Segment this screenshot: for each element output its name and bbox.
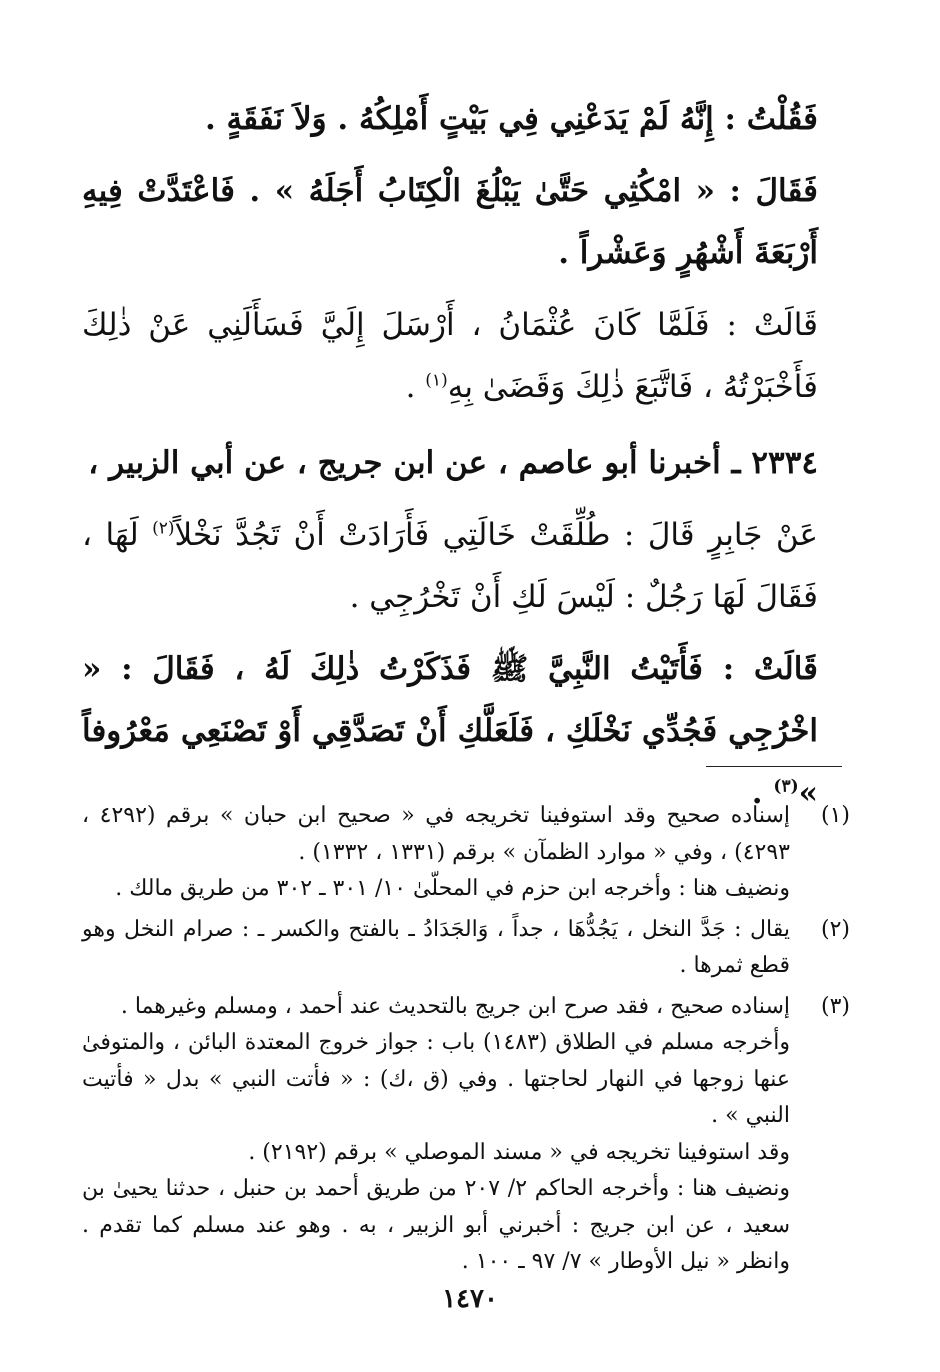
paragraph-4-text-a: عَنْ جَابِرٍ قَالَ : طُلِّقَتْ خَالَتِي فَأَرَادَتْ أَنْ تَجُدَّ نَخْلاً (174, 517, 818, 553)
footnote-line: يقال : جَدَّ النخل ، يَجُدُّهَا ، جداً ، وَالجَدَادُ ـ بالفتح والكسر ـ : صرام النخل وهو قطع ثمرها . (82, 916, 790, 978)
footnote-ref-2[interactable]: (٢) (152, 518, 175, 539)
footnotes (82, 798, 850, 1285)
footnote-number: (٢) (820, 916, 850, 942)
paragraph-5-text: قَالَتْ : فَأَتَيْتُ النَّبِيَّ ﷺ فَذَكَرْتُ ذٰلِكَ لَهُ ، فَقَالَ : « اخْرُجِي فَجُدِّي نَخْلَكِ ، فَلَعَلَّكِ أَنْ تَصَدَّقِي أَوْ تَصْنَعِي مَعْرُوفاً » (82, 651, 819, 811)
paragraph-3-text: قَالَتْ : فَلَمَّا كَانَ عُثْمَانُ ، أَرْسَلَ إِلَيَّ فَسَأَلَنِي عَنْ ذٰلِكَ فَأَخْبَرْتُهُ ، فَاتَّبَعَ ذٰلِكَ وَقَضَىٰ بِهِ (82, 307, 818, 405)
paragraph-4 (82, 504, 850, 628)
paragraph-5 (82, 638, 850, 824)
footnote-number: (٣) (820, 993, 850, 1019)
footnote-line: إسناده صحيح ، فقد صرح ابن جريج بالتحديث عند أحمد ، ومسلم وغيرهما . (120, 993, 790, 1019)
footnote-divider (706, 766, 842, 767)
main-text (82, 88, 850, 834)
footnote-2 (82, 912, 850, 985)
footnote-number: (١) (820, 803, 850, 828)
footnote-line: ونضيف هنا : وأخرجه الحاكم ٢/ ٢٠٧ من طريق أحمد بن حنبل ، حدثنا يحيىٰ بن سعيد ، عن ابن جريج : أخبرني أبو الزبير ، به . وهو عند مسلم كما تقدم . وانظر « نيل الأوطار » ٧/ ٩٧ ـ ١٠٠ . (82, 1176, 791, 1274)
paragraph-3-end: . (405, 369, 426, 405)
footnote-line: ونضيف هنا : وأخرجه ابن حزم في المحلّىٰ ١٠/ ٣٠١ ـ ٣٠٢ من طريق مالك . (115, 876, 790, 901)
paragraph-4-text-b: لَهَا ، فَقَالَ لَهَا رَجُلٌ : لَيْسَ لَكِ أَنْ تَخْرُجِي . (82, 517, 818, 615)
footnote-line: إسناده صحيح وقد استوفينا تخريجه في « صحيح ابن حبان » برقم (٤٢٩٢ ، ٤٢٩٣) ، وفي « موارد الظمآن » برقم (١٣٣١ ، ١٣٣٢) . (82, 803, 790, 865)
hadith-heading: ٢٣٣٤ ـ أخبرنا أبو عاصم ، عن ابن جريج ، عن أبي الزبير ، (88, 445, 818, 481)
paragraph-1: فَقُلْتُ : إِنَّهُ لَمْ يَدَعْنِي فِي بَيْتٍ أَمْلِكُهُ . وَلاَ نَفَقَةٍ . (204, 101, 818, 137)
paragraph-5-end: . (751, 775, 774, 811)
footnote-ref-3[interactable]: (٣) (773, 776, 799, 797)
footnote-line: وأخرجه مسلم في الطلاق (١٤٨٣) باب : جواز خروج المعتدة البائن ، والمتوفىٰ عنها زوجها في النهار لحاجتها . وفي (ق ،ك) : « فأتت النبي » بدل « فأتيت النبي » . (82, 1030, 790, 1128)
footnote-1 (82, 798, 850, 908)
page-number: ١٤٧٠ (442, 1284, 498, 1314)
footnote-ref-1[interactable]: (١) (425, 370, 448, 391)
paragraph-3 (82, 294, 850, 418)
footnote-3 (82, 989, 850, 1281)
footnote-line: وقد استوفينا تخريجه في « مسند الموصلي » برقم (٢١٩٢) . (248, 1139, 790, 1165)
paragraph-2: فَقَالَ : « امْكُثِي حَتَّىٰ يَبْلُغَ الْكِتَابُ أَجَلَهُ » . فَاعْتَدَّتْ فِيهِ أَرْبَعَةَ أَشْهُرٍ وَعَشْراً . (82, 173, 818, 271)
